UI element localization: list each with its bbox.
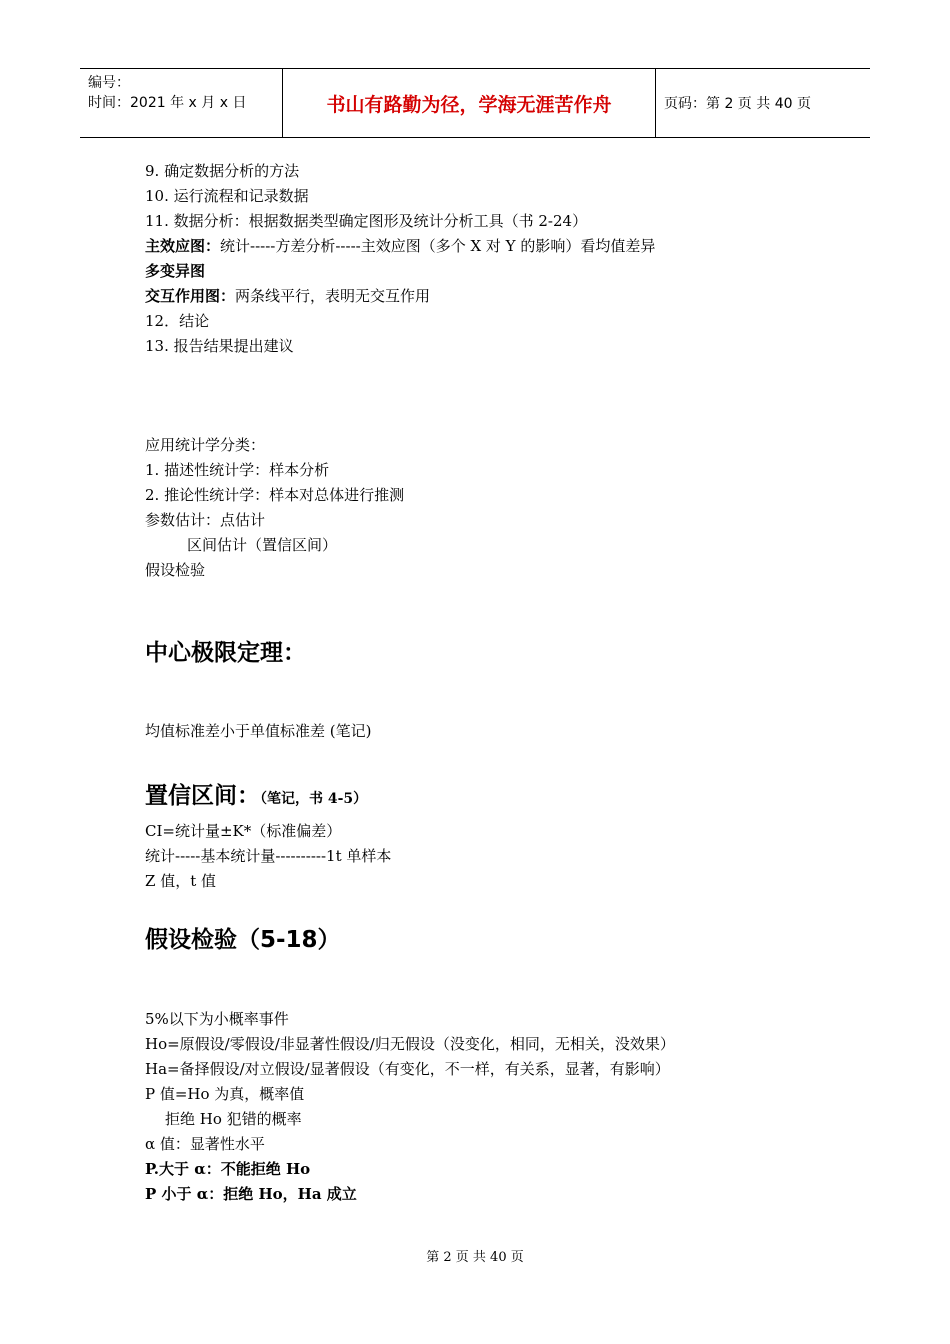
- step-10: 10. 运行流程和记录数据: [145, 187, 309, 205]
- main-effects-line: [145, 236, 655, 256]
- param-estimate: 参数估计：点估计: [145, 511, 266, 529]
- ht-heading: 假设检验（5-18）: [145, 927, 341, 953]
- header-page-info: 页码：第 2 页 共 40 页: [664, 96, 811, 112]
- ht-line-7: P.大于 α：不能拒绝 Ho: [145, 1160, 311, 1178]
- ht-line-8: P 小于 α：拒绝 Ho，Ha 成立: [145, 1185, 357, 1203]
- page-header: [80, 68, 870, 138]
- ht-line-4: P 值=Ho 为真，概率值: [145, 1085, 305, 1103]
- step-12: 12．结论: [145, 312, 210, 330]
- step-11: 11. 数据分析：根据数据类型确定图形及统计分析工具（书 2-24）: [145, 212, 588, 230]
- header-motto: 书山有路勤为径，学海无涯苦作舟: [326, 93, 612, 116]
- number-label: 编号：: [88, 75, 130, 91]
- step-9: 9. 确定数据分析的方法: [145, 162, 300, 180]
- ht-line-1: 5%以下为小概率事件: [145, 1010, 289, 1028]
- interval-estimate: 区间估计（置信区间）: [187, 536, 338, 554]
- ci-heading: 置信区间：: [145, 783, 260, 809]
- ci-line-2: 统计-----基本统计量----------1t 单样本: [145, 847, 392, 865]
- multi-vari-line: 多变异图: [145, 262, 206, 280]
- clt-heading: 中心极限定理：: [145, 640, 306, 666]
- interaction-line: [145, 286, 430, 306]
- step-13: 13. 报告结果提出建议: [145, 337, 294, 355]
- ci-note: （笔记，书 4-5）: [260, 791, 368, 807]
- main-effects-label: 主效应图：: [145, 237, 221, 255]
- stats-item-2: 2. 推论性统计学：样本对总体进行推测: [145, 486, 405, 504]
- interaction-label: 交互作用图：: [145, 287, 236, 305]
- ci-line-1: CI=统计量±K*（标准偏差）: [145, 822, 342, 840]
- stats-title: 应用统计学分类：: [145, 436, 266, 454]
- ht-line-6: α 值：显著性水平: [145, 1135, 265, 1153]
- ci-heading-line: [145, 781, 367, 814]
- ht-line-5: 拒绝 Ho 犯错的概率: [165, 1110, 302, 1128]
- time-label: 时间：2021 年 x 月 x 日: [88, 95, 247, 111]
- ht-line-3: Ha=备择假设/对立假设/显著假设（有变化，不一样，有关系，显著，有影响）: [145, 1060, 670, 1078]
- header-meta: [88, 73, 246, 113]
- header-divider: [655, 69, 656, 137]
- stats-item-1: 1. 描述性统计学：样本分析: [145, 461, 330, 479]
- ci-line-3: Z 值，t 值: [145, 872, 216, 890]
- ht-line-2: Ho=原假设/零假设/非显著性假设/归无假设（没变化，相同，无相关，没效果）: [145, 1035, 675, 1053]
- hypothesis-test-line: 假设检验: [145, 561, 206, 579]
- interaction-text: 两条线平行，表明无交互作用: [235, 287, 431, 305]
- main-effects-text: 统计-----方差分析-----主效应图（多个 X 对 Y 的影响）看均值差异: [220, 237, 656, 255]
- page-footer: 第 2 页 共 40 页: [426, 1250, 524, 1265]
- clt-text: 均值标准差小于单值标准差 (笔记): [145, 722, 372, 740]
